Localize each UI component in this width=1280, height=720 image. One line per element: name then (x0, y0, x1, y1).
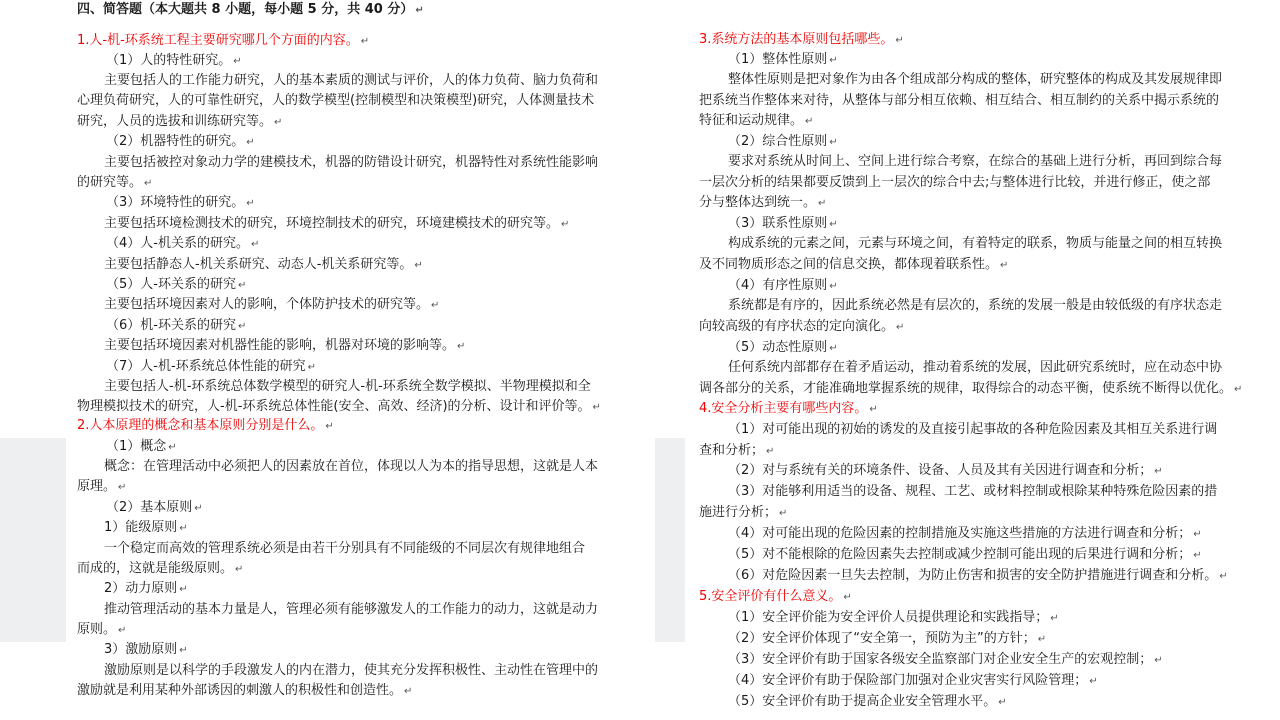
subheading: （5）人-环关系的研究 ↵ (106, 277, 247, 292)
subheading: 2）动力原则 ↵ (104, 581, 188, 596)
subheading: （4）有序性原则 ↵ (728, 278, 838, 293)
body-line: 主要包括人-机-环系统总体数学模型的研究人-机-环系统全数学模拟、半物理模拟和全 (104, 379, 591, 394)
body-line: 的研究等。 ↵ (77, 175, 153, 190)
body-line: 整体性原则是把对象作为由各个组成部分构成的整体，研究整体的构成及其发展规律即 (728, 72, 1223, 87)
body-line: 分与整体达到统一。 ↵ (699, 195, 827, 210)
body-line: （6）对危险因素一旦失去控制，为防止伤害和损害的安全防护措施进行调查和分析。 ↵ (728, 568, 1228, 583)
body-line: （2）安全评价体现了“安全第一，预防为主”的方针； ↵ (728, 631, 1047, 646)
body-line: 心理负荷研究，人的可靠性研究，人的数学模型(控制模型和决策模型)研究，人体测量技术 (77, 93, 595, 108)
body-line: 推动管理活动的基本力量是人，管理必须有能够激发人的工作能力的动力，这就是动力 (104, 602, 599, 617)
subheading: 1）能级原则 ↵ (104, 520, 188, 535)
body-line: 特征和运动规律。 ↵ (699, 113, 814, 128)
subheading: （5）动态性原则 ↵ (728, 340, 838, 355)
body-line: 要求对系统从时间上、空间上进行综合考察，在综合的基础上进行分析，再回到综合每 (728, 154, 1223, 169)
body-line: 施进行分析； ↵ (699, 505, 788, 520)
body-line: 主要包括环境检测技术的研究，环境控制技术的研究，环境建模技术的研究等。 ↵ (104, 216, 570, 231)
section-heading: 四、简答题（本大题共 8 小题，每小题 5 分，共 40 分） ↵ (77, 2, 424, 17)
body-line: 物理模拟技术的研究，人-机-环系统总体性能(安全、高效、经济)的分析、设计和评价等。 ↵ (77, 399, 601, 414)
body-line: 一个稳定而高效的管理系统必须是由若干分别具有不同能级的不同层次有规律地组合 (104, 541, 586, 556)
body-line: （3）对能够利用适当的设备、规程、工艺、或材料控制或根除某种特殊危险因素的措 (728, 484, 1218, 499)
body-line: 研究，人员的选拔和训练研究等。 ↵ (77, 114, 283, 129)
body-line: 向较高级的有序状态的定向演化。 ↵ (699, 319, 905, 334)
body-line: 原则。 ↵ (77, 622, 127, 637)
question-heading-5: 5.安全评价有什么意义。 ↵ (699, 589, 852, 604)
body-line: 激励就是利用某种外部诱因的刺激人的积极性和创造性。 ↵ (77, 683, 413, 698)
body-line: 原理。 ↵ (77, 479, 127, 494)
subheading: （1）整体性原则 ↵ (728, 52, 838, 67)
question-heading-4: 4.安全分析主要有哪些内容。 ↵ (699, 401, 878, 416)
body-line: 主要包括被控对象动力学的建模技术，机器的防错设计研究，机器特性对系统性能影响 (104, 155, 599, 170)
subheading: （6）机-环关系的研究 ↵ (106, 318, 247, 333)
body-line: （1）安全评价能为安全评价人员提供理论和实践指导； ↵ (728, 610, 1059, 625)
body-line: 调各部分的关系，才能准确地掌握系统的规律，取得综合的动态平衡，使系统不断得以优化。 ↵ (699, 381, 1243, 396)
body-line: （5）安全评价有助于提高企业安全管理水平。 ↵ (728, 694, 1007, 709)
body-line: 及不同物质形态之间的信息交换，都体现着联系性。 ↵ (699, 257, 1009, 272)
body-line: （4）对可能出现的危险因素的控制措施及实施这些措施的方法进行调查和分析； ↵ (728, 526, 1202, 541)
body-line: 把系统当作整体来对待，从整体与部分相互依赖、相互结合、相互制约的关系中揭示系统的 (699, 93, 1220, 108)
subheading: （2）综合性原则 ↵ (728, 134, 838, 149)
body-line: 主要包括人的工作能力研究，人的基本素质的测试与评价，人的体力负荷、脑力负荷和 (104, 73, 599, 88)
body-line: （5）对不能根除的危险因素失去控制或减少控制可能出现的后果进行调和分析； ↵ (728, 547, 1202, 562)
subheading: （1）人的特性研究。 ↵ (106, 53, 242, 68)
body-line: 主要包括环境因素对人的影响，个体防护技术的研究等。 ↵ (104, 297, 440, 312)
body-line: 查和分析； ↵ (699, 443, 775, 458)
document-page-left (66, 0, 652, 720)
page-gap-middle (655, 438, 685, 642)
subheading: （2）基本原则 ↵ (106, 500, 203, 515)
subheading: （4）人-机关系的研究。 ↵ (106, 236, 260, 251)
subheading: （3）联系性原则 ↵ (728, 216, 838, 231)
subheading: 3）激励原则 ↵ (104, 642, 188, 657)
body-line: 一层次分析的结果都要反馈到上一层次的综合中去;与整体进行比较，并进行修正，使之部 (699, 175, 1211, 190)
subheading: （3）环境特性的研究。 ↵ (106, 195, 255, 210)
body-line: 任何系统内部都存在着矛盾运动，推动着系统的发展，因此研究系统时，应在动态中协 (728, 360, 1223, 375)
document-page-right (688, 0, 1272, 720)
body-line: 主要包括环境因素对机器性能的影响，机器对环境的影响等。 ↵ (104, 338, 466, 353)
page-gap-left (0, 438, 66, 642)
body-line: （4）安全评价有助于保险部门加强对企业灾害实行风险管理； ↵ (728, 673, 1098, 688)
body-line: 激励原则是以科学的手段激发人的内在潜力，使其充分发挥积极性、主动性在管理中的 (104, 663, 599, 678)
body-line: （2）对与系统有关的环境条件、设备、人员及其有关因进行调查和分析； ↵ (728, 463, 1163, 478)
body-line: 系统都是有序的，因此系统必然是有层次的，系统的发展一般是由较低级的有序状态走 (728, 298, 1223, 313)
subheading: （1）概念 ↵ (106, 439, 177, 454)
body-line: 构成系统的元素之间，元素与环境之间，有着特定的联系，物质与能量之间的相互转换 (728, 236, 1223, 251)
body-line: 主要包括静态人-机关系研究、动态人-机关系研究等。 ↵ (104, 257, 423, 272)
body-line: 概念：在管理活动中必须把人的因素放在首位，体现以人为本的指导思想，这就是人本 (104, 459, 599, 474)
question-heading-1: 1.人-机-环系统工程主要研究哪几个方面的内容。 ↵ (77, 33, 370, 48)
question-heading-3: 3.系统方法的基本原则包括哪些。 ↵ (699, 32, 904, 47)
body-line: 而成的，这就是能级原则。 ↵ (77, 561, 244, 576)
subheading: （7）人-机-环系统总体性能的研究 ↵ (106, 359, 317, 374)
subheading: （2）机器特性的研究。 ↵ (106, 134, 255, 149)
body-line: （1）对可能出现的初始的诱发的及直接引起事故的各种危险因素及其相互关系进行调 (728, 422, 1218, 437)
body-line: （3）安全评价有助于国家各级安全监察部门对企业安全生产的宏观控制； ↵ (728, 652, 1163, 667)
question-heading-2: 2.人本原理的概念和基本原则分别是什么。 ↵ (77, 418, 334, 433)
